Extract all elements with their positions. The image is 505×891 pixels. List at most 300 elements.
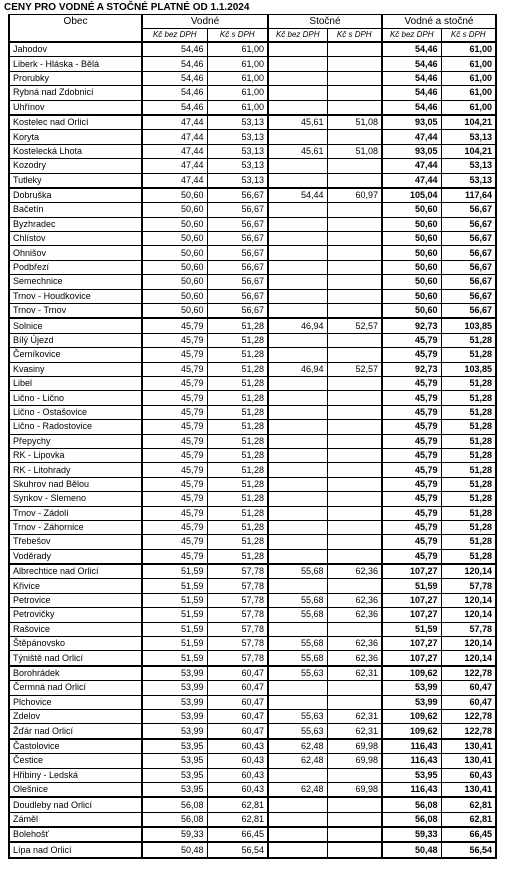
celkem-bez-dph-cell: 54,46 (382, 86, 441, 100)
table-row (9, 520, 496, 534)
celkem-s-dph-cell: 122,78 (441, 666, 496, 681)
stocne-bez-dph-cell (268, 506, 327, 520)
vodne-s-dph-cell: 51,28 (207, 535, 268, 549)
stocne-bez-dph-cell (268, 842, 327, 857)
vodne-bez-dph-cell: 45,79 (142, 376, 207, 390)
celkem-bez-dph-cell: 50,60 (382, 217, 441, 231)
municipality-name-cell: Petrovice (9, 593, 142, 607)
municipality-name-cell: Albrechtice nad Orlicí (9, 564, 142, 579)
vodne-bez-dph-cell: 51,59 (142, 651, 207, 666)
stocne-s-dph-cell (327, 506, 382, 520)
stocne-bez-dph-cell (268, 681, 327, 695)
stocne-s-dph-cell: 62,36 (327, 593, 382, 607)
vodne-s-dph-cell: 56,67 (207, 304, 268, 319)
vodne-bez-dph-cell: 45,79 (142, 420, 207, 434)
vodne-s-dph-cell: 61,00 (207, 86, 268, 100)
table-row (9, 827, 496, 842)
stocne-bez-dph-cell (268, 405, 327, 419)
celkem-bez-dph-cell: 50,60 (382, 246, 441, 260)
stocne-s-dph-cell (327, 405, 382, 419)
vodne-s-dph-cell: 53,13 (207, 159, 268, 173)
celkem-bez-dph-cell: 45,79 (382, 549, 441, 564)
vodne-s-dph-cell: 60,47 (207, 681, 268, 695)
celkem-bez-dph-cell: 109,62 (382, 724, 441, 739)
celkem-s-dph-cell: 60,43 (441, 768, 496, 782)
celkem-s-dph-cell: 57,78 (441, 579, 496, 593)
celkem-s-dph-cell: 51,28 (441, 477, 496, 491)
stocne-bez-dph-cell: 55,68 (268, 651, 327, 666)
municipality-name-cell: Křivice (9, 579, 142, 593)
stocne-s-dph-cell (327, 520, 382, 534)
vodne-bez-dph-cell: 53,95 (142, 739, 207, 754)
stocne-s-dph-cell: 51,08 (327, 144, 382, 158)
celkem-s-dph-cell: 51,28 (441, 448, 496, 462)
stocne-bez-dph-cell (268, 333, 327, 347)
celkem-s-dph-cell: 60,47 (441, 695, 496, 709)
vodne-bez-dph-cell: 53,99 (142, 695, 207, 709)
stocne-bez-dph-cell (268, 579, 327, 593)
vodne-bez-dph-cell: 51,59 (142, 637, 207, 651)
stocne-s-dph-cell (327, 391, 382, 405)
celkem-bez-dph-cell: 45,79 (382, 391, 441, 405)
celkem-bez-dph-cell: 116,43 (382, 739, 441, 754)
celkem-bez-dph-cell: 105,04 (382, 188, 441, 203)
celkem-s-dph-cell: 60,47 (441, 681, 496, 695)
stocne-s-dph-cell (327, 246, 382, 260)
celkem-s-dph-cell: 51,28 (441, 348, 496, 362)
table-row (9, 159, 496, 173)
municipality-name-cell: Bačetín (9, 203, 142, 217)
stocne-s-dph-cell: 69,98 (327, 754, 382, 768)
municipality-name-cell: Jahodov (9, 42, 142, 57)
celkem-s-dph-cell: 120,14 (441, 637, 496, 651)
municipality-name-cell: Černíkovice (9, 348, 142, 362)
celkem-bez-dph-cell: 54,46 (382, 42, 441, 57)
stocne-s-dph-cell (327, 797, 382, 812)
stocne-bez-dph-cell (268, 695, 327, 709)
stocne-s-dph-cell (327, 289, 382, 303)
municipality-name-cell: Čestice (9, 754, 142, 768)
table-row (9, 246, 496, 260)
celkem-s-dph-cell: 53,13 (441, 173, 496, 188)
vodne-bez-dph-cell: 47,44 (142, 159, 207, 173)
celkem-bez-dph-cell: 50,60 (382, 232, 441, 246)
celkem-bez-dph-cell: 93,05 (382, 115, 441, 130)
municipality-name-cell: Liberk - Hláska - Bělá (9, 57, 142, 71)
celkem-bez-dph-cell: 116,43 (382, 754, 441, 768)
stocne-bez-dph-cell (268, 232, 327, 246)
celkem-s-dph-cell: 56,67 (441, 246, 496, 260)
subheader-vodne-s-dph: Kč s DPH (207, 29, 268, 43)
subheader-celkem-bez-dph: Kč bez DPH (382, 29, 441, 43)
celkem-bez-dph-cell: 93,05 (382, 144, 441, 158)
stocne-bez-dph-cell (268, 130, 327, 144)
stocne-bez-dph-cell (268, 376, 327, 390)
vodne-s-dph-cell: 51,28 (207, 434, 268, 448)
municipality-name-cell: Byzhradec (9, 217, 142, 231)
stocne-s-dph-cell (327, 217, 382, 231)
celkem-bez-dph-cell: 47,44 (382, 130, 441, 144)
vodne-bez-dph-cell: 53,99 (142, 724, 207, 739)
vodne-bez-dph-cell: 50,48 (142, 842, 207, 857)
stocne-s-dph-cell (327, 420, 382, 434)
stocne-s-dph-cell (327, 57, 382, 71)
table-row (9, 144, 496, 158)
vodne-bez-dph-cell: 53,95 (142, 782, 207, 797)
table-row (9, 651, 496, 666)
celkem-bez-dph-cell: 50,60 (382, 304, 441, 319)
celkem-bez-dph-cell: 45,79 (382, 492, 441, 506)
municipality-name-cell: Lično - Ostašovice (9, 405, 142, 419)
table-row (9, 506, 496, 520)
table-row (9, 608, 496, 622)
vodne-bez-dph-cell: 50,60 (142, 304, 207, 319)
stocne-s-dph-cell (327, 812, 382, 827)
table-row (9, 42, 496, 57)
municipality-name-cell: Trnov - Trnov (9, 304, 142, 319)
vodne-s-dph-cell: 57,78 (207, 564, 268, 579)
celkem-s-dph-cell: 51,28 (441, 535, 496, 549)
vodne-bez-dph-cell: 53,95 (142, 768, 207, 782)
stocne-s-dph-cell: 51,08 (327, 115, 382, 130)
municipality-name-cell: Štěpánovsko (9, 637, 142, 651)
vodne-s-dph-cell: 53,13 (207, 144, 268, 158)
vodne-s-dph-cell: 60,47 (207, 724, 268, 739)
stocne-bez-dph-cell (268, 173, 327, 188)
table-row (9, 333, 496, 347)
vodne-bez-dph-cell: 50,60 (142, 203, 207, 217)
subheader-celkem-s-dph: Kč s DPH (441, 29, 496, 43)
municipality-name-cell: Kostelecká Lhota (9, 144, 142, 158)
stocne-s-dph-cell: 62,31 (327, 709, 382, 723)
stocne-bez-dph-cell: 55,68 (268, 564, 327, 579)
vodne-s-dph-cell: 51,28 (207, 520, 268, 534)
municipality-name-cell: Petrovičky (9, 608, 142, 622)
vodne-bez-dph-cell: 50,60 (142, 232, 207, 246)
stocne-s-dph-cell: 62,31 (327, 666, 382, 681)
stocne-s-dph-cell (327, 348, 382, 362)
table-row (9, 304, 496, 319)
celkem-s-dph-cell: 51,28 (441, 506, 496, 520)
vodne-s-dph-cell: 56,67 (207, 246, 268, 260)
stocne-bez-dph-cell (268, 260, 327, 274)
municipality-name-cell: Dobruška (9, 188, 142, 203)
vodne-bez-dph-cell: 45,79 (142, 535, 207, 549)
stocne-bez-dph-cell: 46,94 (268, 362, 327, 376)
celkem-s-dph-cell: 120,14 (441, 564, 496, 579)
municipality-name-cell: Prorubky (9, 71, 142, 85)
celkem-bez-dph-cell: 47,44 (382, 159, 441, 173)
stocne-bez-dph-cell (268, 797, 327, 812)
celkem-s-dph-cell: 56,67 (441, 260, 496, 274)
celkem-bez-dph-cell: 50,60 (382, 203, 441, 217)
table-row (9, 812, 496, 827)
table-row (9, 100, 496, 115)
municipality-name-cell: Trnov - Houdkovice (9, 289, 142, 303)
municipality-name-cell: Častolovice (9, 739, 142, 754)
municipality-name-cell: Zdelov (9, 709, 142, 723)
celkem-bez-dph-cell: 92,73 (382, 362, 441, 376)
vodne-s-dph-cell: 57,78 (207, 637, 268, 651)
table-row (9, 637, 496, 651)
header-vodne: Vodné (142, 15, 268, 29)
celkem-bez-dph-cell: 107,27 (382, 593, 441, 607)
vodne-s-dph-cell: 51,28 (207, 477, 268, 491)
vodne-s-dph-cell: 61,00 (207, 57, 268, 71)
celkem-bez-dph-cell: 109,62 (382, 709, 441, 723)
vodne-bez-dph-cell: 45,79 (142, 520, 207, 534)
stocne-s-dph-cell (327, 376, 382, 390)
document-title: CENY PRO VODNÉ A STOČNÉ PLATNÉ OD 1.1.2024 (4, 2, 250, 13)
stocne-s-dph-cell (327, 681, 382, 695)
stocne-bez-dph-cell (268, 492, 327, 506)
celkem-s-dph-cell: 130,41 (441, 782, 496, 797)
municipality-name-cell: Skuhrov nad Bělou (9, 477, 142, 491)
vodne-s-dph-cell: 51,28 (207, 348, 268, 362)
celkem-s-dph-cell: 51,28 (441, 549, 496, 564)
table-row (9, 260, 496, 274)
table-row (9, 275, 496, 289)
stocne-bez-dph-cell (268, 622, 327, 636)
celkem-bez-dph-cell: 50,60 (382, 275, 441, 289)
vodne-s-dph-cell: 51,28 (207, 405, 268, 419)
vodne-bez-dph-cell: 53,99 (142, 709, 207, 723)
vodne-s-dph-cell: 60,47 (207, 695, 268, 709)
celkem-s-dph-cell: 104,21 (441, 144, 496, 158)
celkem-bez-dph-cell: 107,27 (382, 564, 441, 579)
vodne-s-dph-cell: 60,43 (207, 782, 268, 797)
stocne-s-dph-cell (327, 434, 382, 448)
celkem-bez-dph-cell: 54,46 (382, 100, 441, 115)
municipality-name-cell: Trnov - Zádolí (9, 506, 142, 520)
vodne-bez-dph-cell: 45,79 (142, 348, 207, 362)
celkem-s-dph-cell: 51,28 (441, 420, 496, 434)
stocne-bez-dph-cell: 55,68 (268, 608, 327, 622)
municipality-name-cell: Uhřínov (9, 100, 142, 115)
vodne-s-dph-cell: 53,13 (207, 130, 268, 144)
stocne-s-dph-cell (327, 579, 382, 593)
celkem-bez-dph-cell: 59,33 (382, 827, 441, 842)
vodne-bez-dph-cell: 56,08 (142, 797, 207, 812)
table-row (9, 71, 496, 85)
subheader-stocne-bez-dph: Kč bez DPH (268, 29, 327, 43)
vodne-s-dph-cell: 51,28 (207, 492, 268, 506)
vodne-bez-dph-cell: 50,60 (142, 246, 207, 260)
celkem-s-dph-cell: 51,28 (441, 333, 496, 347)
celkem-s-dph-cell: 51,28 (441, 391, 496, 405)
vodne-s-dph-cell: 56,67 (207, 217, 268, 231)
municipality-name-cell: Bílý Újezd (9, 333, 142, 347)
stocne-bez-dph-cell: 62,48 (268, 782, 327, 797)
municipality-name-cell: Koryta (9, 130, 142, 144)
celkem-bez-dph-cell: 116,43 (382, 782, 441, 797)
celkem-s-dph-cell: 120,14 (441, 593, 496, 607)
table-row (9, 420, 496, 434)
vodne-s-dph-cell: 62,81 (207, 797, 268, 812)
vodne-bez-dph-cell: 54,46 (142, 100, 207, 115)
celkem-s-dph-cell: 56,67 (441, 217, 496, 231)
vodne-bez-dph-cell: 47,44 (142, 173, 207, 188)
vodne-s-dph-cell: 57,78 (207, 622, 268, 636)
vodne-bez-dph-cell: 45,79 (142, 391, 207, 405)
table-row (9, 739, 496, 754)
stocne-bez-dph-cell (268, 86, 327, 100)
vodne-s-dph-cell: 56,67 (207, 232, 268, 246)
stocne-bez-dph-cell: 55,68 (268, 593, 327, 607)
municipality-name-cell: Přepychy (9, 434, 142, 448)
vodne-s-dph-cell: 56,54 (207, 842, 268, 857)
vodne-bez-dph-cell: 54,46 (142, 42, 207, 57)
stocne-bez-dph-cell: 54,44 (268, 188, 327, 203)
celkem-s-dph-cell: 122,78 (441, 724, 496, 739)
table-row (9, 564, 496, 579)
celkem-bez-dph-cell: 47,44 (382, 173, 441, 188)
table-body (9, 42, 496, 858)
stocne-bez-dph-cell (268, 159, 327, 173)
vodne-s-dph-cell: 51,28 (207, 318, 268, 333)
celkem-bez-dph-cell: 109,62 (382, 666, 441, 681)
table-row (9, 754, 496, 768)
celkem-bez-dph-cell: 56,08 (382, 797, 441, 812)
celkem-bez-dph-cell: 107,27 (382, 608, 441, 622)
subheader-vodne-bez-dph: Kč bez DPH (142, 29, 207, 43)
stocne-s-dph-cell (327, 448, 382, 462)
municipality-name-cell: Semechnice (9, 275, 142, 289)
table-row (9, 842, 496, 857)
celkem-s-dph-cell: 53,13 (441, 159, 496, 173)
municipality-name-cell: Trnov - Záhornice (9, 520, 142, 534)
table-row (9, 463, 496, 477)
celkem-bez-dph-cell: 45,79 (382, 348, 441, 362)
header-obec: Obec (9, 15, 142, 43)
stocne-bez-dph-cell (268, 275, 327, 289)
price-table (8, 14, 497, 859)
stocne-s-dph-cell: 69,98 (327, 739, 382, 754)
celkem-bez-dph-cell: 51,59 (382, 622, 441, 636)
stocne-bez-dph-cell (268, 520, 327, 534)
celkem-s-dph-cell: 56,67 (441, 289, 496, 303)
vodne-bez-dph-cell: 45,79 (142, 362, 207, 376)
celkem-bez-dph-cell: 45,79 (382, 376, 441, 390)
celkem-bez-dph-cell: 54,46 (382, 57, 441, 71)
table-row (9, 86, 496, 100)
vodne-s-dph-cell: 51,28 (207, 333, 268, 347)
vodne-bez-dph-cell: 53,99 (142, 666, 207, 681)
vodne-bez-dph-cell: 51,59 (142, 608, 207, 622)
stocne-bez-dph-cell (268, 434, 327, 448)
stocne-bez-dph-cell (268, 420, 327, 434)
stocne-s-dph-cell (327, 768, 382, 782)
vodne-s-dph-cell: 56,67 (207, 289, 268, 303)
celkem-s-dph-cell: 56,54 (441, 842, 496, 857)
table-row (9, 622, 496, 636)
stocne-s-dph-cell (327, 463, 382, 477)
celkem-s-dph-cell: 51,28 (441, 463, 496, 477)
vodne-s-dph-cell: 56,67 (207, 203, 268, 217)
stocne-s-dph-cell: 52,57 (327, 318, 382, 333)
celkem-s-dph-cell: 130,41 (441, 754, 496, 768)
table-row (9, 289, 496, 303)
table-row (9, 579, 496, 593)
stocne-bez-dph-cell: 45,61 (268, 144, 327, 158)
table-row (9, 362, 496, 376)
celkem-s-dph-cell: 117,64 (441, 188, 496, 203)
celkem-bez-dph-cell: 45,79 (382, 333, 441, 347)
table-row (9, 782, 496, 797)
celkem-s-dph-cell: 53,13 (441, 130, 496, 144)
stocne-bez-dph-cell (268, 71, 327, 85)
stocne-s-dph-cell: 60,97 (327, 188, 382, 203)
stocne-s-dph-cell (327, 130, 382, 144)
municipality-name-cell: Bolehošť (9, 827, 142, 842)
stocne-s-dph-cell (327, 333, 382, 347)
stocne-s-dph-cell (327, 827, 382, 842)
municipality-name-cell: Hřibiny - Ledská (9, 768, 142, 782)
vodne-bez-dph-cell: 50,60 (142, 275, 207, 289)
celkem-s-dph-cell: 51,28 (441, 520, 496, 534)
header-vodne-a-stocne: Vodné a stočné (382, 15, 496, 29)
stocne-bez-dph-cell (268, 812, 327, 827)
celkem-s-dph-cell: 57,78 (441, 622, 496, 636)
celkem-s-dph-cell: 120,14 (441, 608, 496, 622)
vodne-bez-dph-cell: 45,79 (142, 448, 207, 462)
stocne-s-dph-cell (327, 232, 382, 246)
vodne-s-dph-cell: 66,45 (207, 827, 268, 842)
vodne-s-dph-cell: 51,28 (207, 420, 268, 434)
vodne-s-dph-cell: 51,28 (207, 549, 268, 564)
stocne-bez-dph-cell (268, 304, 327, 319)
celkem-bez-dph-cell: 45,79 (382, 535, 441, 549)
celkem-bez-dph-cell: 45,79 (382, 420, 441, 434)
table-row (9, 217, 496, 231)
table-row (9, 405, 496, 419)
stocne-bez-dph-cell (268, 549, 327, 564)
municipality-name-cell: Rašovice (9, 622, 142, 636)
vodne-s-dph-cell: 51,28 (207, 463, 268, 477)
stocne-s-dph-cell (327, 492, 382, 506)
table-row (9, 348, 496, 362)
celkem-s-dph-cell: 56,67 (441, 275, 496, 289)
table-row (9, 188, 496, 203)
vodne-bez-dph-cell: 45,79 (142, 405, 207, 419)
stocne-s-dph-cell (327, 42, 382, 57)
stocne-s-dph-cell (327, 695, 382, 709)
stocne-s-dph-cell (327, 535, 382, 549)
municipality-name-cell: Kvasiny (9, 362, 142, 376)
celkem-bez-dph-cell: 50,60 (382, 289, 441, 303)
table-row (9, 434, 496, 448)
municipality-name-cell: Záměl (9, 812, 142, 827)
celkem-bez-dph-cell: 53,99 (382, 681, 441, 695)
celkem-s-dph-cell: 61,00 (441, 86, 496, 100)
celkem-bez-dph-cell: 45,79 (382, 434, 441, 448)
vodne-s-dph-cell: 51,28 (207, 391, 268, 405)
vodne-s-dph-cell: 57,78 (207, 651, 268, 666)
celkem-s-dph-cell: 66,45 (441, 827, 496, 842)
header-stocne: Stočné (268, 15, 382, 29)
vodne-s-dph-cell: 56,67 (207, 275, 268, 289)
celkem-s-dph-cell: 122,78 (441, 709, 496, 723)
celkem-s-dph-cell: 51,28 (441, 434, 496, 448)
table-row (9, 666, 496, 681)
stocne-bez-dph-cell (268, 289, 327, 303)
stocne-bez-dph-cell: 55,63 (268, 709, 327, 723)
stocne-s-dph-cell: 62,36 (327, 608, 382, 622)
vodne-s-dph-cell: 60,47 (207, 666, 268, 681)
vodne-s-dph-cell: 60,43 (207, 754, 268, 768)
celkem-s-dph-cell: 61,00 (441, 57, 496, 71)
stocne-s-dph-cell (327, 71, 382, 85)
